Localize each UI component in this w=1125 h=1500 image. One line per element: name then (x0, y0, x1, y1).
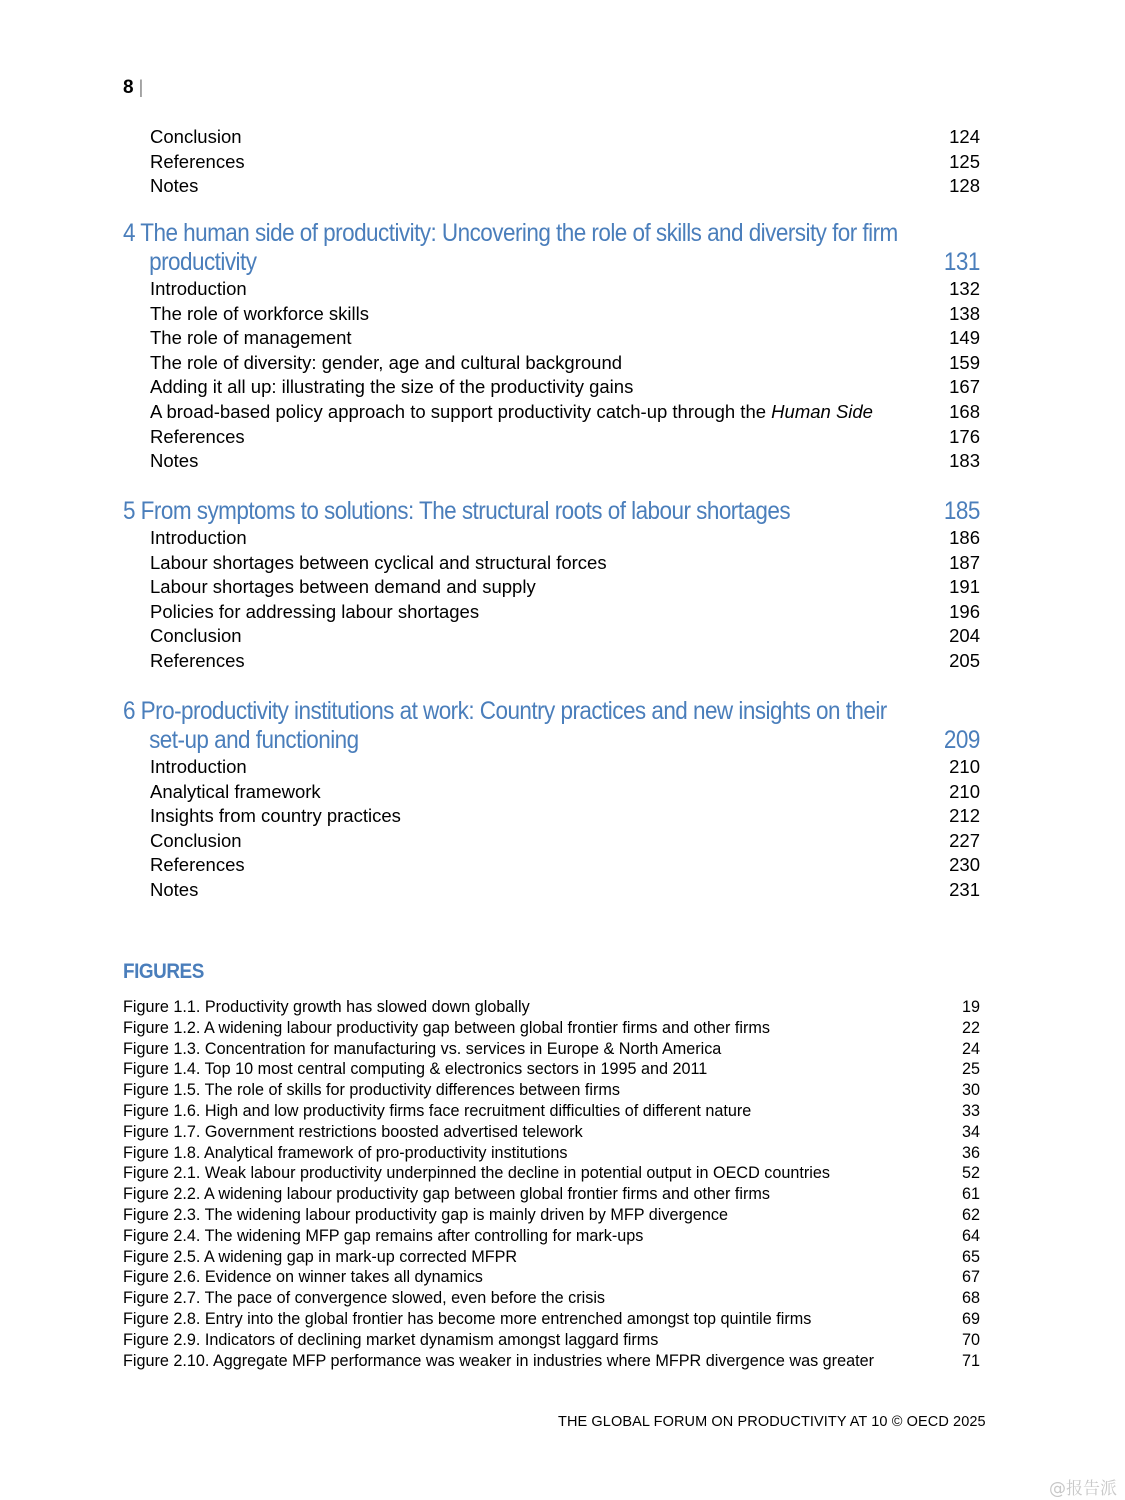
toc-entry-label: Labour shortages between cyclical and structural forces (150, 551, 607, 573)
toc-entry-label: Insights from country practices (150, 805, 401, 827)
figure-list-item[interactable] (123, 1330, 980, 1351)
figure-list-item[interactable] (123, 997, 980, 1018)
figure-page: 25 (961, 1060, 980, 1079)
toc-entry-label: Introduction (150, 278, 247, 299)
toc-entry-page: 196 (949, 600, 980, 622)
figure-page: 69 (961, 1309, 980, 1328)
toc-entry[interactable] (123, 326, 980, 351)
page-number-value: 8 (123, 77, 134, 98)
toc-entry-label: References (150, 425, 245, 447)
toc-entry-page: 183 (949, 450, 980, 472)
toc-entry-page: 128 (949, 175, 980, 197)
figure-page: 65 (961, 1247, 980, 1266)
toc-entry[interactable] (123, 755, 980, 780)
toc-entry-page: 187 (949, 551, 980, 573)
toc-entry[interactable] (123, 551, 980, 576)
toc-entry[interactable] (123, 400, 980, 425)
toc-entry-label (150, 400, 873, 425)
toc-entry-page: 186 (949, 527, 980, 548)
toc-entry-label: Notes (150, 175, 199, 197)
chapter-page: 131 (943, 248, 980, 276)
toc-entry[interactable] (123, 878, 980, 903)
toc-entry-page: 132 (949, 278, 980, 299)
chapter-heading[interactable] (123, 497, 980, 526)
toc-entry[interactable] (123, 125, 980, 150)
toc-chapter-6 (123, 697, 980, 903)
chapter-title-line1: 4 The human side of productivity: Uncovering the role of skills and diversity for firm (123, 219, 898, 247)
figure-label: Figure 1.5. The role of skills for productivity differences between firms (123, 1081, 620, 1100)
toc-entry-page: 230 (949, 854, 980, 876)
toc-entry[interactable] (123, 829, 980, 854)
toc-entry-page: 210 (949, 756, 980, 777)
toc-entry-page: 168 (949, 400, 980, 422)
toc-entry-page: 149 (949, 327, 980, 349)
toc-chapter-5 (123, 497, 980, 674)
toc-entry-label: Analytical framework (150, 780, 321, 802)
toc-entry-label: Conclusion (150, 126, 242, 147)
chapter-title-line2: productivity (149, 248, 257, 276)
figure-page: 52 (961, 1164, 980, 1183)
toc-entry[interactable] (123, 853, 980, 878)
toc-entry[interactable] (123, 449, 980, 474)
toc-entry[interactable] (123, 150, 980, 175)
chapter-page: 185 (943, 497, 980, 525)
chapter-title-line1: 6 Pro-productivity institutions at work: Country practices and new insights on their (123, 697, 887, 725)
figures-list (123, 997, 980, 1371)
figure-label: Figure 2.1. Weak labour productivity underpinned the decline in potential output in OECD countries (123, 1164, 830, 1183)
figure-page: 24 (961, 1039, 980, 1058)
figure-label: Figure 2.9. Indicators of declining market dynamism amongst laggard firms (123, 1330, 659, 1349)
page-number (123, 75, 143, 100)
figure-list-item[interactable] (123, 1101, 980, 1122)
chapter-heading[interactable] (123, 219, 980, 277)
toc-entry-label-text: A broad-based policy approach to support productivity catch-up through the (150, 400, 772, 422)
toc-entry-label: References (150, 854, 245, 876)
toc-entry-label: The role of management (150, 327, 352, 349)
toc-entry-page: 159 (949, 351, 980, 373)
figures-heading: FIGURES (123, 960, 204, 983)
figure-list-item[interactable] (123, 1143, 980, 1164)
figure-page: 68 (961, 1289, 980, 1308)
toc-entry-page: 125 (949, 150, 980, 172)
toc-entry-label: Policies for addressing labour shortages (150, 600, 480, 622)
toc-entry-label: Adding it all up: illustrating the size of the productivity gains (150, 376, 634, 398)
chapter-heading[interactable] (123, 697, 980, 755)
toc-entry[interactable] (123, 649, 980, 674)
figure-list-item[interactable] (123, 1267, 980, 1288)
chapter-page: 209 (943, 726, 980, 754)
figure-list-item[interactable] (123, 1080, 980, 1101)
figure-list-item[interactable] (123, 1163, 980, 1184)
figure-label: Figure 1.7. Government restrictions boosted advertised telework (123, 1122, 583, 1141)
figure-page: 34 (961, 1122, 980, 1141)
figure-label: Figure 1.8. Analytical framework of pro-productivity institutions (123, 1143, 568, 1162)
toc-entry[interactable] (123, 302, 980, 327)
toc-entry[interactable] (123, 600, 980, 625)
figure-label: Figure 2.7. The pace of convergence slowed, even before the crisis (123, 1289, 606, 1308)
toc-entry-page: 204 (949, 625, 980, 647)
figure-page: 70 (961, 1330, 980, 1349)
chapter-title-line2: set-up and functioning (149, 726, 359, 754)
figure-page: 33 (961, 1101, 980, 1120)
figure-page: 19 (961, 998, 980, 1016)
toc-chapter-4 (123, 219, 980, 474)
figure-list-item[interactable] (123, 1351, 980, 1372)
toc-entry-label: Labour shortages between demand and supply (150, 576, 536, 598)
toc-entry-page: 205 (949, 649, 980, 671)
figure-page: 61 (961, 1185, 980, 1204)
toc-entry[interactable] (123, 351, 980, 376)
figure-label: Figure 1.3. Concentration for manufacturing vs. services in Europe & North America (123, 1039, 722, 1058)
toc-entry-label: The role of diversity: gender, age and cultural background (150, 351, 623, 373)
toc-entry-label: Notes (150, 450, 199, 472)
toc-entry[interactable] (123, 780, 980, 805)
toc-entry-page: 138 (949, 302, 980, 324)
figure-page: 64 (961, 1226, 980, 1245)
figure-page: 67 (961, 1268, 980, 1287)
figure-page: 71 (961, 1351, 980, 1370)
figure-label: Figure 2.3. The widening labour productivity gap is mainly driven by MFP divergence (123, 1205, 728, 1224)
toc-entry[interactable] (123, 804, 980, 829)
figure-list-item[interactable] (123, 1018, 980, 1039)
toc-entry[interactable] (123, 526, 980, 551)
figure-label: Figure 2.2. A widening labour productivity gap between global frontier firms and other firms (123, 1185, 770, 1204)
toc-entry-label: Conclusion (150, 625, 242, 647)
page-footer: THE GLOBAL FORUM ON PRODUCTIVITY AT 10 © OECD 2025 (558, 1414, 986, 1430)
toc-entry-label-italic: Human Side (771, 400, 873, 422)
toc-entry[interactable] (123, 624, 980, 649)
toc-entry-page: 231 (949, 878, 980, 900)
figure-page: 22 (961, 1018, 980, 1037)
toc-entry-label: Notes (150, 878, 199, 900)
toc-entry-label: References (150, 649, 245, 671)
toc-entry-page: 212 (949, 805, 980, 827)
toc-entry-label: Introduction (150, 756, 247, 777)
toc-entry-page: 167 (949, 376, 980, 398)
figure-list-item[interactable] (123, 1205, 980, 1226)
figure-label: Figure 2.8. Entry into the global frontier has become more entrenched amongst top quintile firms (123, 1309, 812, 1328)
figure-list-item[interactable] (123, 1288, 980, 1309)
figure-page: 62 (961, 1205, 980, 1224)
toc-entry-page: 176 (949, 425, 980, 447)
figure-list-item[interactable] (123, 1039, 980, 1060)
figure-list-item[interactable] (123, 1059, 980, 1080)
toc-entry[interactable] (123, 277, 980, 302)
figure-label: Figure 1.2. A widening labour productivity gap between global frontier firms and other firms (123, 1018, 770, 1037)
toc-prev-chapter-entries (123, 125, 980, 199)
toc-entry-page: 124 (949, 126, 980, 147)
toc-entry-label: References (150, 150, 245, 172)
figure-list-item[interactable] (123, 1309, 980, 1330)
figure-label: Figure 1.6. High and low productivity firms face recruitment difficulties of different nature (123, 1101, 752, 1120)
toc-entry-label: The role of workforce skills (150, 302, 369, 324)
chapter-title-line1: 5 From symptoms to solutions: The structural roots of labour shortages (123, 497, 791, 525)
toc-entry[interactable] (123, 425, 980, 450)
figure-label: Figure 1.4. Top 10 most central computing & electronics sectors in 1995 and 2011 (123, 1060, 708, 1079)
figure-list-item[interactable] (123, 1226, 980, 1247)
figure-list-item[interactable] (123, 1122, 980, 1143)
figure-list-item[interactable] (123, 1184, 980, 1205)
toc-entry-label: Introduction (150, 527, 247, 548)
toc-entry-page: 227 (949, 829, 980, 851)
figure-page: 30 (961, 1081, 980, 1100)
figure-list-item[interactable] (123, 1247, 980, 1268)
figure-label: Figure 2.6. Evidence on winner takes all dynamics (123, 1268, 483, 1287)
toc-entry-page: 191 (949, 576, 980, 598)
toc-entry[interactable] (123, 174, 980, 199)
toc-entry-label: Conclusion (150, 829, 242, 851)
toc-entry[interactable] (123, 375, 980, 400)
page-number-separator: | (138, 77, 144, 97)
figure-label: Figure 2.5. A widening gap in mark-up corrected MFPR (123, 1247, 518, 1266)
figure-page: 36 (961, 1143, 980, 1162)
toc-entry-page: 210 (949, 780, 980, 802)
watermark: @报告派 (1049, 1479, 1117, 1499)
toc-entry[interactable] (123, 575, 980, 600)
figure-label: Figure 2.10. Aggregate MFP performance was weaker in industries where MFPR divergence was greater (123, 1351, 874, 1370)
figure-label: Figure 2.4. The widening MFP gap remains after controlling for mark-ups (123, 1226, 644, 1245)
figure-label: Figure 1.1. Productivity growth has slowed down globally (123, 998, 530, 1016)
